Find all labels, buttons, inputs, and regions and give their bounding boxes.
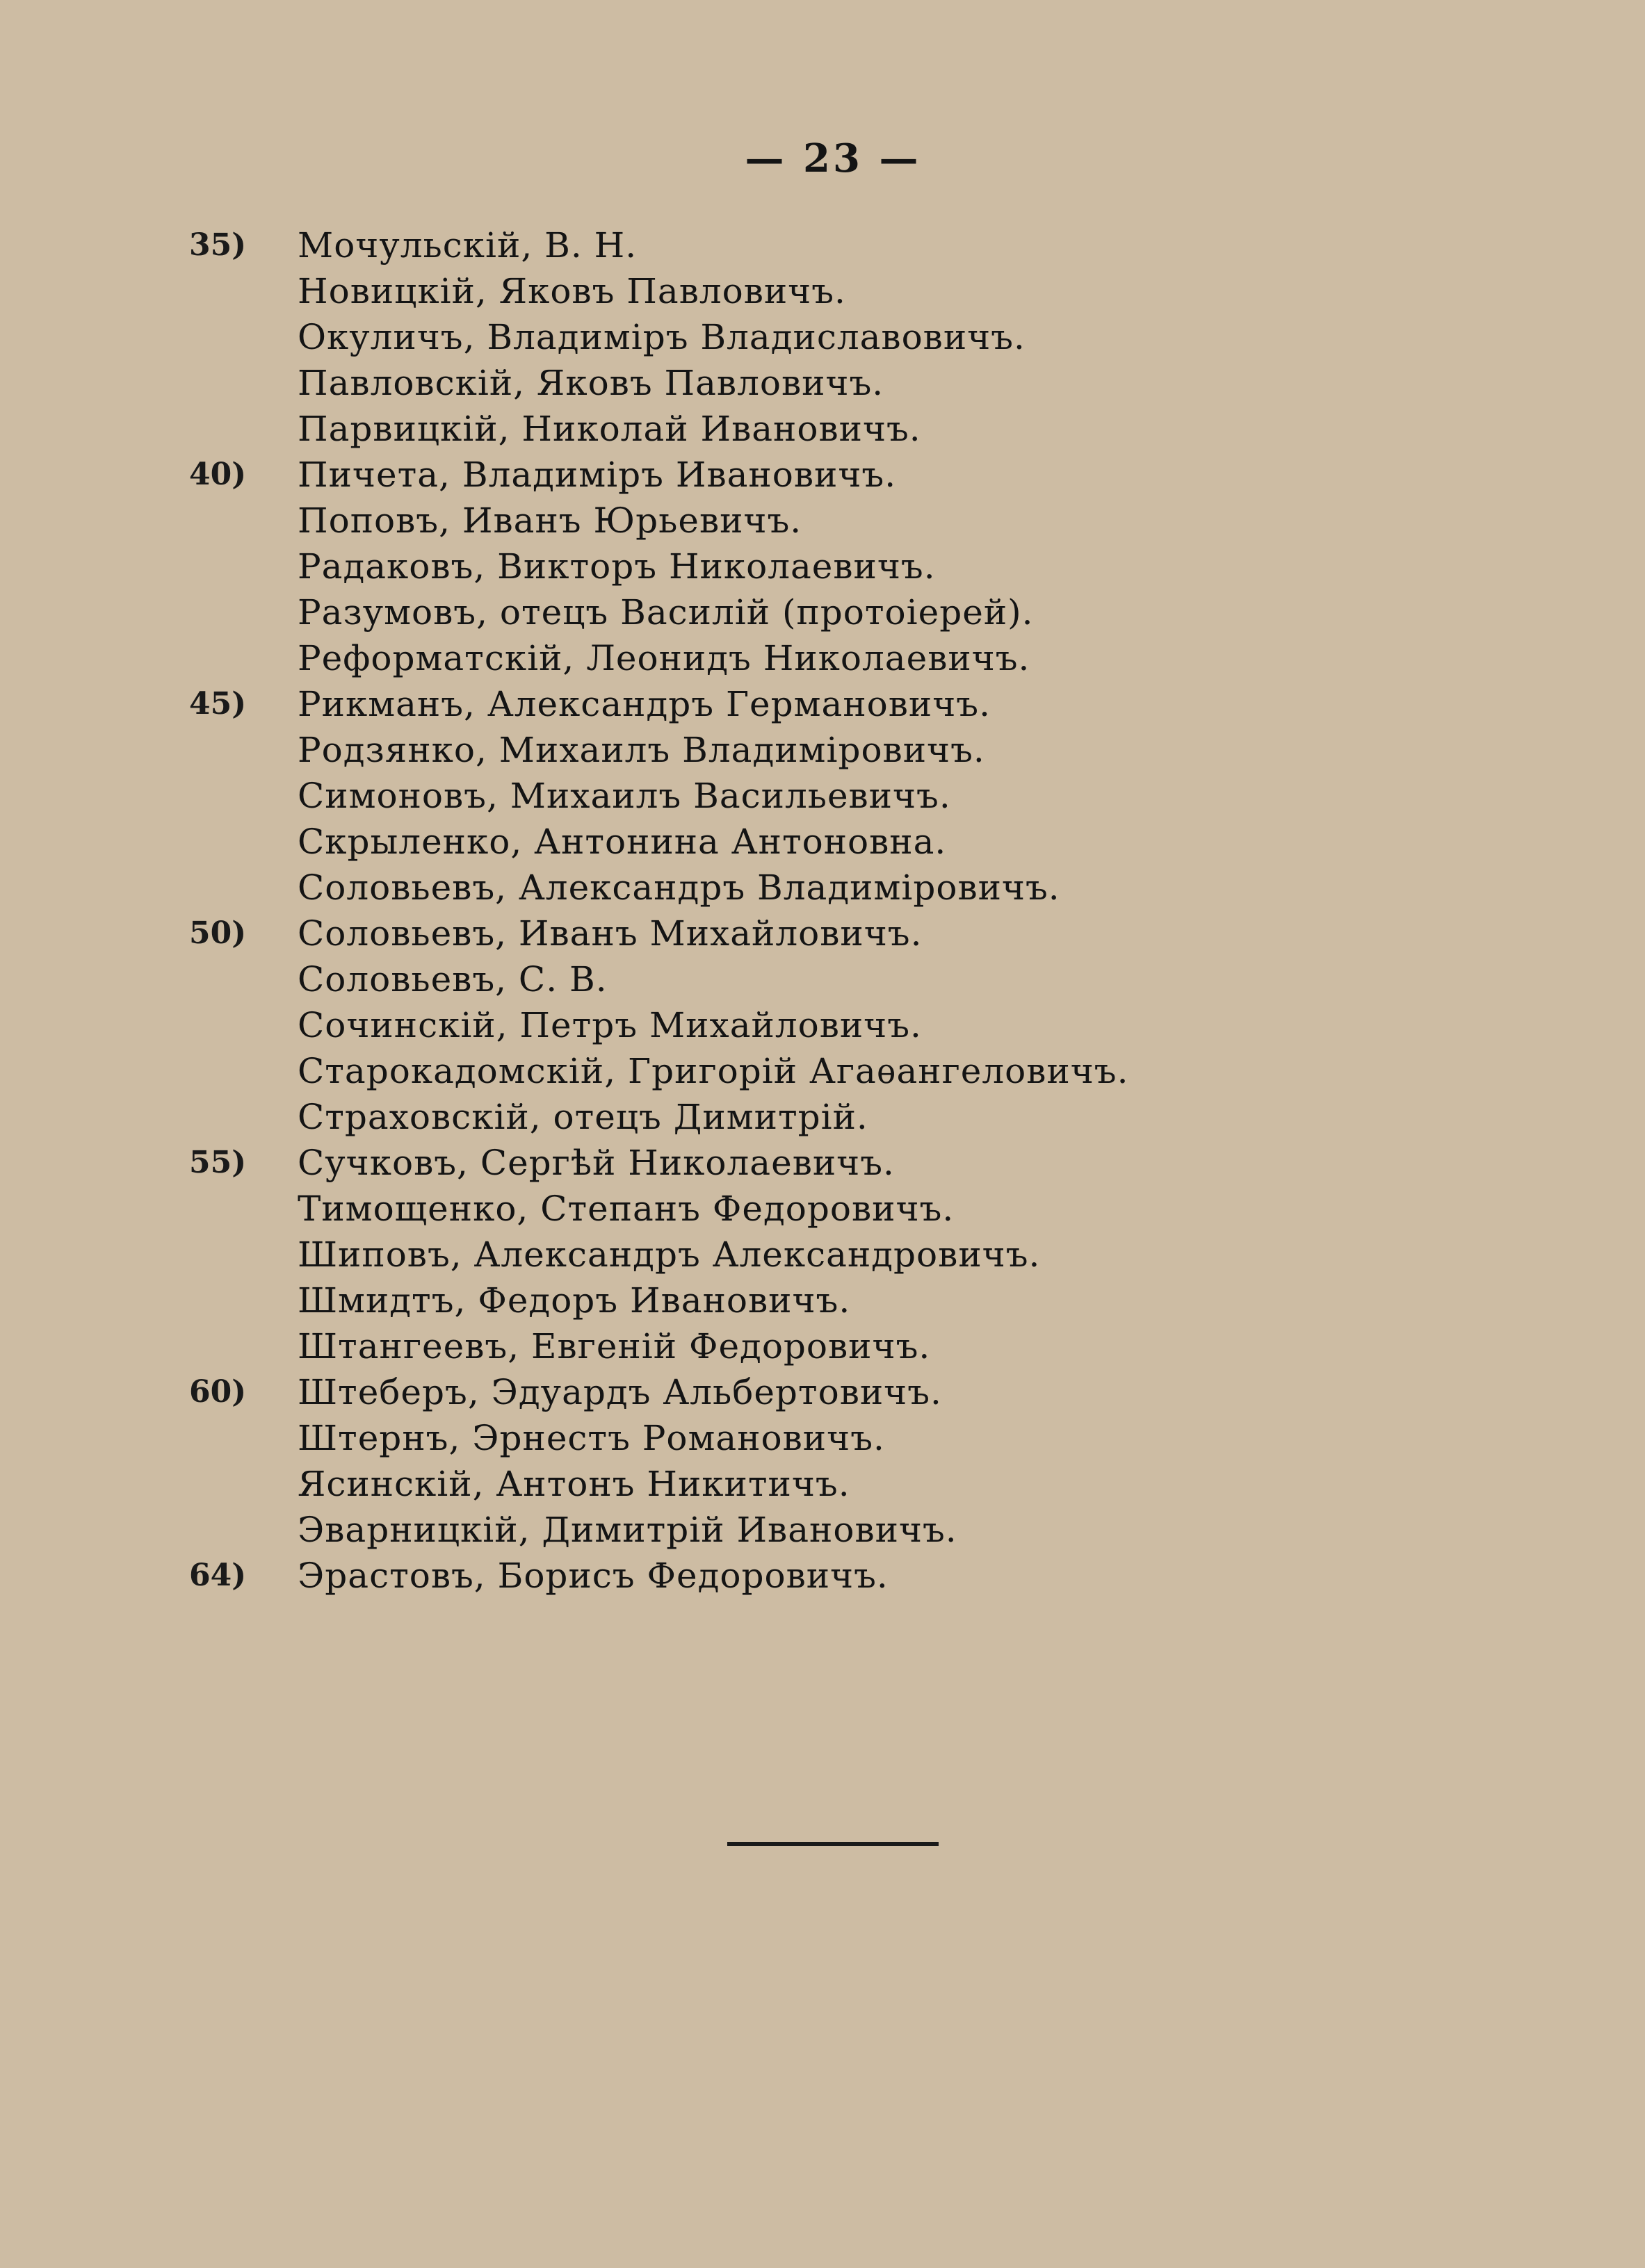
list-item (0, 1553, 1645, 1599)
list-item (0, 1507, 1645, 1553)
entry-name: Симоновъ, Михаилъ Васильевичъ. (298, 776, 951, 816)
entry-name: Соловьевъ, С. В. (298, 959, 608, 1000)
list-item (0, 911, 1645, 956)
entry-number: 55) (189, 1145, 247, 1180)
entry-name: Эрастовъ, Борисъ Федоровичъ. (298, 1556, 889, 1596)
entry-name: Страховскій, отецъ Димитрій. (298, 1097, 868, 1137)
entry-name: Соловьевъ, Александръ Владиміровичъ. (298, 867, 1060, 908)
list-item (0, 1278, 1645, 1323)
entry-name: Сучковъ, Сергѣй Николаевичъ. (298, 1143, 895, 1183)
list-item (0, 956, 1645, 1002)
entry-name: Пичета, Владиміръ Ивановичъ. (298, 455, 897, 495)
entry-name: Соловьевъ, Иванъ Михайловичъ. (298, 913, 923, 954)
entry-number: 35) (189, 227, 247, 263)
entry-name: Штангеевъ, Евгеній Федоровичъ. (298, 1326, 931, 1366)
entry-name: Штернъ, Эрнестъ Романовичъ. (298, 1418, 885, 1458)
list-item (0, 727, 1645, 773)
entry-number: 40) (189, 457, 247, 492)
entry-name: Скрыленко, Антонина Антоновна. (298, 822, 947, 862)
list-item (0, 865, 1645, 911)
entry-name: Штеберъ, Эдуардъ Альбертовичъ. (298, 1372, 942, 1412)
list-item (0, 773, 1645, 819)
list-item (0, 681, 1645, 727)
entry-name: Павловскій, Яковъ Павловичъ. (298, 363, 884, 403)
list-item (0, 452, 1645, 498)
list-item (0, 498, 1645, 544)
entry-name: Радаковъ, Викторъ Николаевичъ. (298, 546, 936, 587)
list-item (0, 1140, 1645, 1186)
list-item (0, 1002, 1645, 1048)
entry-name: Окуличъ, Владиміръ Владиславовичъ. (298, 317, 1026, 357)
list-item (0, 360, 1645, 406)
entry-name: Шмидтъ, Федоръ Ивановичъ. (298, 1280, 851, 1321)
entry-name: Ясинскій, Антонъ Никитичъ. (298, 1464, 850, 1504)
list-item (0, 544, 1645, 589)
list-item (0, 1461, 1645, 1507)
entry-name: Поповъ, Иванъ Юрьевичъ. (298, 500, 802, 541)
list-item (0, 1323, 1645, 1369)
page-number: — 23 — (745, 136, 921, 181)
list-item (0, 635, 1645, 681)
list-item (0, 222, 1645, 268)
list-item (0, 314, 1645, 360)
entry-name: Новицкій, Яковъ Павловичъ. (298, 271, 846, 311)
list-item (0, 589, 1645, 635)
list-item (0, 1094, 1645, 1140)
entry-number: 64) (189, 1558, 247, 1593)
entry-name: Старокадомскій, Григорій Агаѳангеловичъ. (298, 1051, 1129, 1091)
entry-name: Реформатскій, Леонидъ Николаевичъ. (298, 638, 1030, 678)
entry-name: Шиповъ, Александръ Александровичъ. (298, 1234, 1041, 1275)
list-item (0, 406, 1645, 452)
entry-number: 50) (189, 915, 247, 951)
entry-name: Рикманъ, Александръ Германовичъ. (298, 684, 991, 724)
list-item (0, 819, 1645, 865)
list-item (0, 1232, 1645, 1278)
list-item (0, 268, 1645, 314)
list-item (0, 1415, 1645, 1461)
entry-number: 60) (189, 1374, 247, 1410)
name-list (0, 222, 1645, 1599)
entry-number: 45) (189, 686, 247, 721)
entry-name: Сочинскій, Петръ Михайловичъ. (298, 1005, 922, 1045)
list-item (0, 1186, 1645, 1232)
list-item (0, 1048, 1645, 1094)
entry-name: Мочульскій, В. Н. (298, 225, 638, 266)
end-rule-divider (727, 1842, 939, 1846)
entry-name: Разумовъ, отецъ Василій (протоіерей). (298, 592, 1034, 633)
entry-name: Родзянко, Михаилъ Владиміровичъ. (298, 730, 985, 770)
entry-name: Тимощенко, Степанъ Федоровичъ. (298, 1189, 955, 1229)
entry-name: Парвицкій, Николай Ивановичъ. (298, 409, 921, 449)
list-item (0, 1369, 1645, 1415)
entry-name: Эварницкій, Димитрій Ивановичъ. (298, 1510, 957, 1550)
